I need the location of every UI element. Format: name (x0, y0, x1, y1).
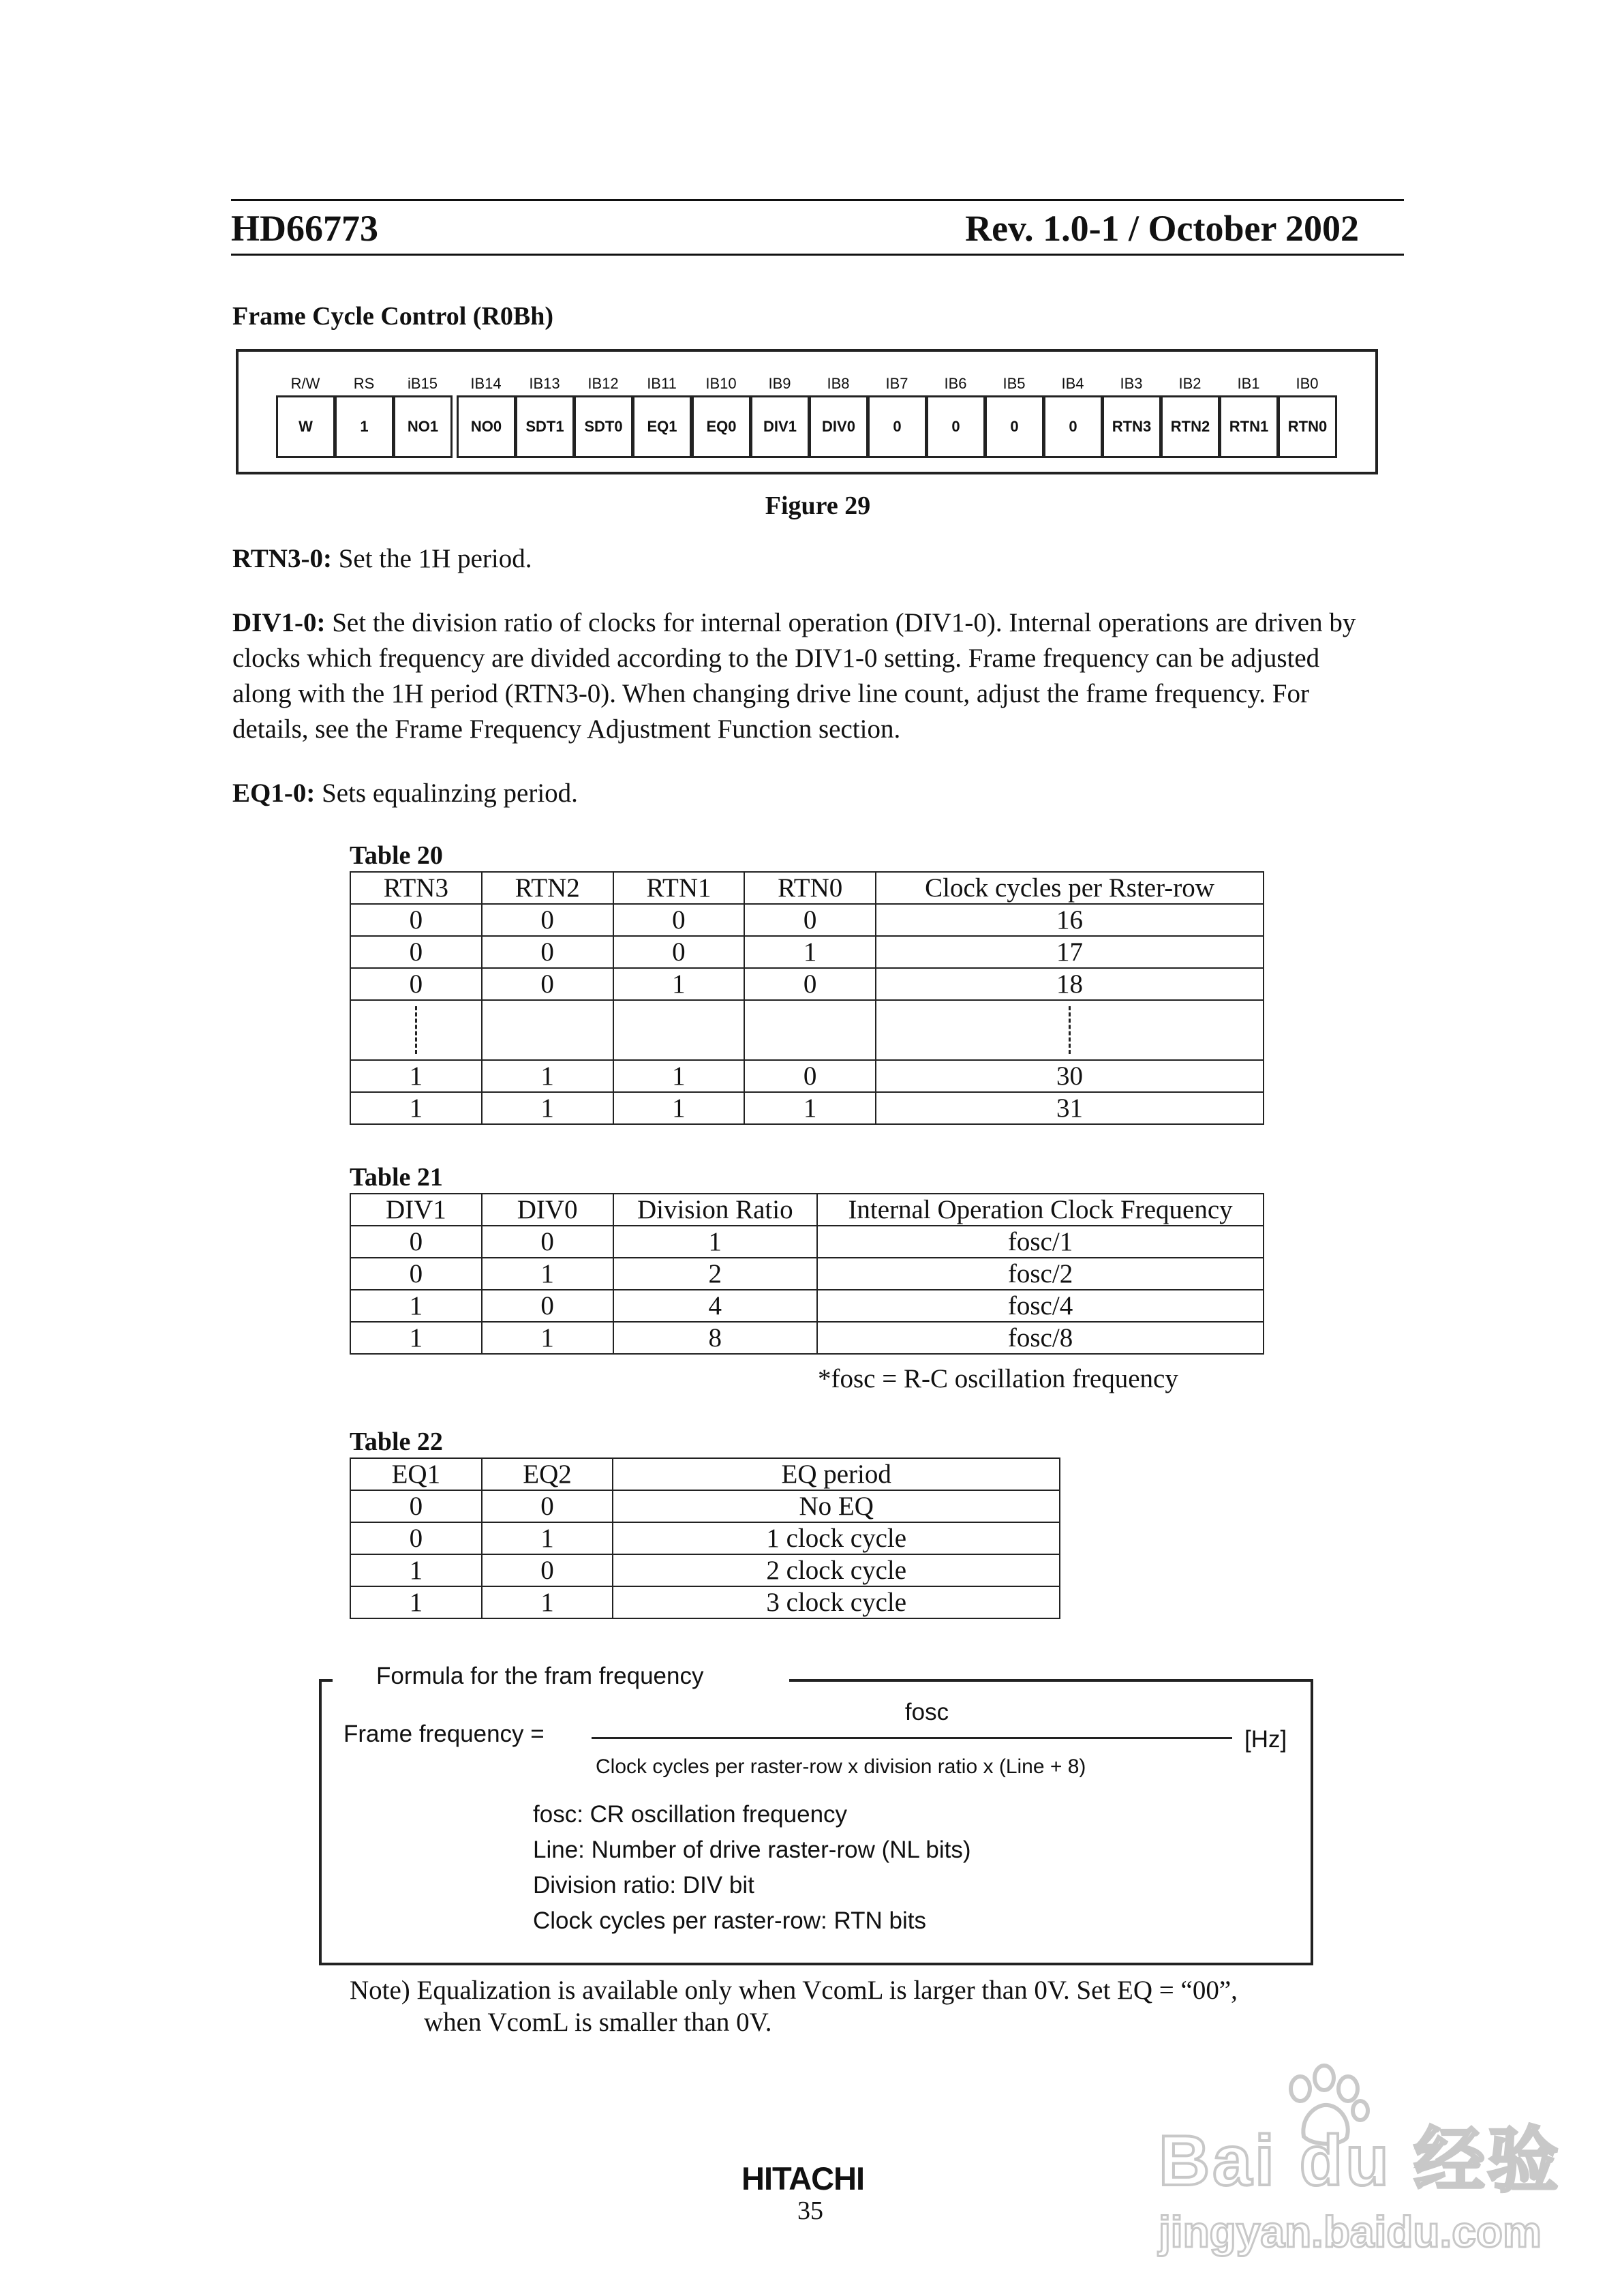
table-row (350, 1258, 1264, 1290)
register-bit-value: 0 (1069, 418, 1077, 435)
register-bit-value: RTN3 (1112, 418, 1152, 435)
section-title: Frame Cycle Control (R0Bh) (232, 302, 554, 331)
table22-header-row (350, 1458, 1060, 1490)
table-cell: 0 (350, 968, 482, 1000)
table-cell: 1 (613, 968, 745, 1000)
table21-caption: Table 21 (350, 1163, 443, 1192)
table-cell: 2 clock cycle (613, 1554, 1060, 1586)
register-bit-label: IB2 (1178, 375, 1202, 392)
table-cell: 16 (876, 904, 1264, 936)
formula-lhs: Frame frequency = (343, 1721, 545, 1747)
rtn-text: Set the 1H period. (331, 544, 532, 573)
table-row (350, 1490, 1060, 1522)
eq-term: EQ1-0: (232, 779, 316, 808)
table-row (350, 1554, 1060, 1586)
table-cell: 1 clock cycle (613, 1522, 1060, 1554)
table-cell: 4 (613, 1290, 818, 1322)
register-bit-label: IB11 (647, 375, 677, 392)
table20-caption: Table 20 (350, 841, 443, 870)
note-line-2: when VcomL is smaller than 0V. (424, 2008, 772, 2037)
table-cell: 1 (350, 1586, 482, 1618)
table-cell: 17 (876, 936, 1264, 968)
register-bit-cell (750, 395, 810, 458)
vertical-ellipsis-mark (1069, 1006, 1071, 1054)
register-bit-value: RTN1 (1229, 418, 1269, 435)
table-row (350, 1290, 1264, 1322)
formula-def-clock: Clock cycles per raster-row: RTN bits (533, 1907, 926, 1934)
header-top-rule (231, 199, 1404, 201)
register-bit-label: IB9 (768, 375, 791, 392)
table-cell: fosc/1 (817, 1226, 1264, 1258)
div-line-3: along with the 1H period (RTN3-0). When changing drive line count, adjust the frame frequency. For (232, 679, 1309, 708)
register-bit-label: IB12 (587, 375, 619, 392)
register-bit-cell (457, 395, 516, 458)
table-cell: 1 (744, 936, 876, 968)
register-bit-label: RS (353, 375, 375, 392)
formula-def-division: Division ratio: DIV bit (533, 1872, 754, 1899)
table-cell: 1 (350, 1092, 482, 1124)
vertical-ellipsis-mark (415, 1006, 417, 1054)
register-bit-value: 0 (1010, 418, 1019, 435)
register-bit-value: EQ1 (647, 418, 677, 435)
empty-cell (744, 1000, 876, 1060)
register-bit-value: RTN2 (1170, 418, 1210, 435)
table-row (350, 904, 1264, 936)
table-cell: 0 (350, 1226, 482, 1258)
table-cell: 1 (482, 1092, 613, 1124)
register-bit-cell (574, 395, 633, 458)
register-bit-cell (926, 395, 985, 458)
table-cell: No EQ (613, 1490, 1060, 1522)
doc-title: HD66773 (231, 208, 378, 249)
register-bit-cell (809, 395, 868, 458)
table-cell: 1 (350, 1322, 482, 1354)
empty-cell (482, 1000, 613, 1060)
register-bit-cell (393, 395, 453, 458)
table-row (350, 936, 1264, 968)
formula-denominator: Clock cycles per raster-row x division ratio x (Line + 8) (596, 1755, 1086, 1778)
formula-unit: [Hz] (1244, 1726, 1287, 1753)
table-header-cell: RTN0 (744, 872, 876, 904)
register-bit-label: IB13 (529, 375, 560, 392)
table-cell: 0 (613, 936, 745, 968)
div-paragraph (232, 605, 1405, 747)
formula-numerator: fosc (904, 1699, 949, 1725)
register-bit-label: R/W (290, 375, 320, 392)
register-bit-value: EQ0 (706, 418, 737, 435)
formula-box-title: Formula for the fram frequency (376, 1663, 704, 1689)
table-cell: fosc/4 (817, 1290, 1264, 1322)
div-line-2: clocks which frequency are divided according to the DIV1-0 setting. Frame frequency can be adjusted (232, 644, 1320, 673)
table-header-cell: DIV0 (482, 1194, 613, 1226)
table21-header-row (350, 1194, 1264, 1226)
register-bit-label: IB1 (1237, 375, 1260, 392)
watermark-logo: Bai du 经验 (1159, 2121, 1561, 2201)
register-bit-value: NO1 (407, 418, 439, 435)
div-term: DIV1-0: (232, 608, 326, 637)
register-bit-cell (632, 395, 692, 458)
figure-caption: Figure 29 (765, 492, 871, 520)
table-cell: 18 (876, 968, 1264, 1000)
note-line-1: Note) Equalization is available only when VcomL is larger than 0V. Set EQ = “00”, (350, 1976, 1238, 2005)
table-header-cell: RTN2 (482, 872, 613, 904)
register-bit-cell (515, 395, 575, 458)
register-bit-cell (868, 395, 927, 458)
footer-brand-logo: HITACHI (741, 2160, 865, 2196)
table-cell: 0 (350, 1522, 482, 1554)
table-cell: 0 (482, 1490, 613, 1522)
register-bit-cell (985, 395, 1044, 458)
ellipsis-cell (876, 1000, 1264, 1060)
table21 (350, 1193, 1264, 1355)
formula-def-fosc: fosc: CR oscillation frequency (533, 1801, 848, 1828)
div-line-1 (232, 605, 1405, 641)
table-cell: 0 (482, 1226, 613, 1258)
table-cell: fosc/8 (817, 1322, 1264, 1354)
register-bit-value: SDT1 (525, 418, 564, 435)
formula-def-line: Line: Number of drive raster-row (NL bits) (533, 1837, 971, 1863)
table-cell: 0 (613, 904, 745, 936)
table-cell: 0 (350, 904, 482, 936)
table-cell: 1 (482, 1060, 613, 1092)
register-bit-label: IB5 (1003, 375, 1026, 392)
empty-cell (613, 1000, 745, 1060)
table-header-cell: Division Ratio (613, 1194, 818, 1226)
table-cell: 0 (350, 936, 482, 968)
table-cell: 1 (613, 1060, 745, 1092)
table-cell: 0 (350, 1490, 482, 1522)
table21-footnote: *fosc = R-C oscillation frequency (818, 1364, 1178, 1393)
table-cell: 8 (613, 1322, 818, 1354)
table-row (350, 1322, 1264, 1354)
register-bit-label: IB14 (470, 375, 502, 392)
register-bit-value: 1 (360, 418, 369, 435)
table-row (350, 1092, 1264, 1124)
table22-caption: Table 22 (350, 1428, 443, 1456)
register-bit-label: IB0 (1296, 375, 1319, 392)
div-line-1-text: Set the division ratio of clocks for internal operation (DIV1-0). Internal operations are driven by (325, 608, 1356, 637)
table22 (350, 1457, 1060, 1619)
register-bit-cell (1102, 395, 1161, 458)
register-bit-value: DIV0 (822, 418, 855, 435)
table-cell: 1 (613, 1092, 745, 1124)
register-bit-label: IB10 (705, 375, 737, 392)
table-cell: 2 (613, 1258, 818, 1290)
table-cell: 0 (482, 904, 613, 936)
table-cell: 1 (482, 1586, 613, 1618)
register-bit-cell (1043, 395, 1103, 458)
register-bit-value: NO0 (470, 418, 502, 435)
table-cell: 1 (613, 1226, 818, 1258)
doc-revision: Rev. 1.0-1 / October 2002 (965, 208, 1359, 249)
table-cell: 0 (482, 1290, 613, 1322)
register-bit-label: iB15 (407, 375, 438, 392)
table-cell: 1 (744, 1092, 876, 1124)
register-bit-value: DIV1 (763, 418, 797, 435)
table-cell: 0 (744, 1060, 876, 1092)
table-header-cell: EQ1 (350, 1458, 482, 1490)
table-cell: 1 (350, 1290, 482, 1322)
register-bit-label: IB3 (1120, 375, 1143, 392)
table-cell: 1 (482, 1322, 613, 1354)
register-bit-label: IB8 (827, 375, 850, 392)
register-bit-cell (1278, 395, 1337, 458)
page-number: 35 (797, 2196, 823, 2225)
table-cell: 0 (744, 968, 876, 1000)
table-header-cell: EQ period (613, 1458, 1060, 1490)
table-cell: 0 (482, 968, 613, 1000)
eq-text: Sets equalinzing period. (315, 779, 578, 808)
register-bit-value: SDT0 (584, 418, 623, 435)
table-header-cell: DIV1 (350, 1194, 482, 1226)
register-bit-label: IB4 (1061, 375, 1084, 392)
table-cell: 0 (482, 936, 613, 968)
register-bit-value: RTN0 (1287, 418, 1328, 435)
table-cell: 1 (350, 1554, 482, 1586)
table-row (350, 1522, 1060, 1554)
table-cell: 1 (482, 1258, 613, 1290)
register-bit-label: IB6 (944, 375, 967, 392)
table-header-cell: Internal Operation Clock Frequency (817, 1194, 1264, 1226)
table20 (350, 871, 1264, 1125)
header-bottom-rule (231, 254, 1404, 256)
register-bit-cell (335, 395, 394, 458)
table-cell: fosc/2 (817, 1258, 1264, 1290)
table-cell: 30 (876, 1060, 1264, 1092)
table-row (350, 1226, 1264, 1258)
fraction-bar (592, 1737, 1232, 1739)
table-cell: 3 clock cycle (613, 1586, 1060, 1618)
register-bit-cell (276, 395, 335, 458)
table20-ellipsis-row (350, 1000, 1264, 1060)
table-cell: 1 (482, 1522, 613, 1554)
register-bit-value: 0 (951, 418, 960, 435)
div-line-4: details, see the Frame Frequency Adjustment Function section. (232, 714, 901, 744)
register-bit-cell (692, 395, 751, 458)
table-cell: 0 (350, 1258, 482, 1290)
register-bit-cell (1219, 395, 1279, 458)
ellipsis-cell (350, 1000, 482, 1060)
register-bit-label: IB7 (885, 375, 908, 392)
eq-paragraph (232, 776, 578, 811)
table-cell: 1 (350, 1060, 482, 1092)
rtn-term: RTN3-0: (232, 544, 332, 573)
watermark-url: jingyan.baidu.com (1159, 2207, 1542, 2256)
table20-header-row (350, 872, 1264, 904)
table-cell: 0 (744, 904, 876, 936)
table-header-cell: RTN1 (613, 872, 745, 904)
table-header-cell: Clock cycles per Rster-row (876, 872, 1264, 904)
register-bit-value: 0 (893, 418, 902, 435)
register-bit-value: W (299, 418, 313, 435)
table-header-cell: RTN3 (350, 872, 482, 904)
table-row (350, 968, 1264, 1000)
table-header-cell: EQ2 (482, 1458, 613, 1490)
register-bit-cell (1161, 395, 1220, 458)
table-row (350, 1586, 1060, 1618)
table-cell: 0 (482, 1554, 613, 1586)
rtn-paragraph (232, 541, 532, 577)
table-cell: 31 (876, 1092, 1264, 1124)
table-row (350, 1060, 1264, 1092)
